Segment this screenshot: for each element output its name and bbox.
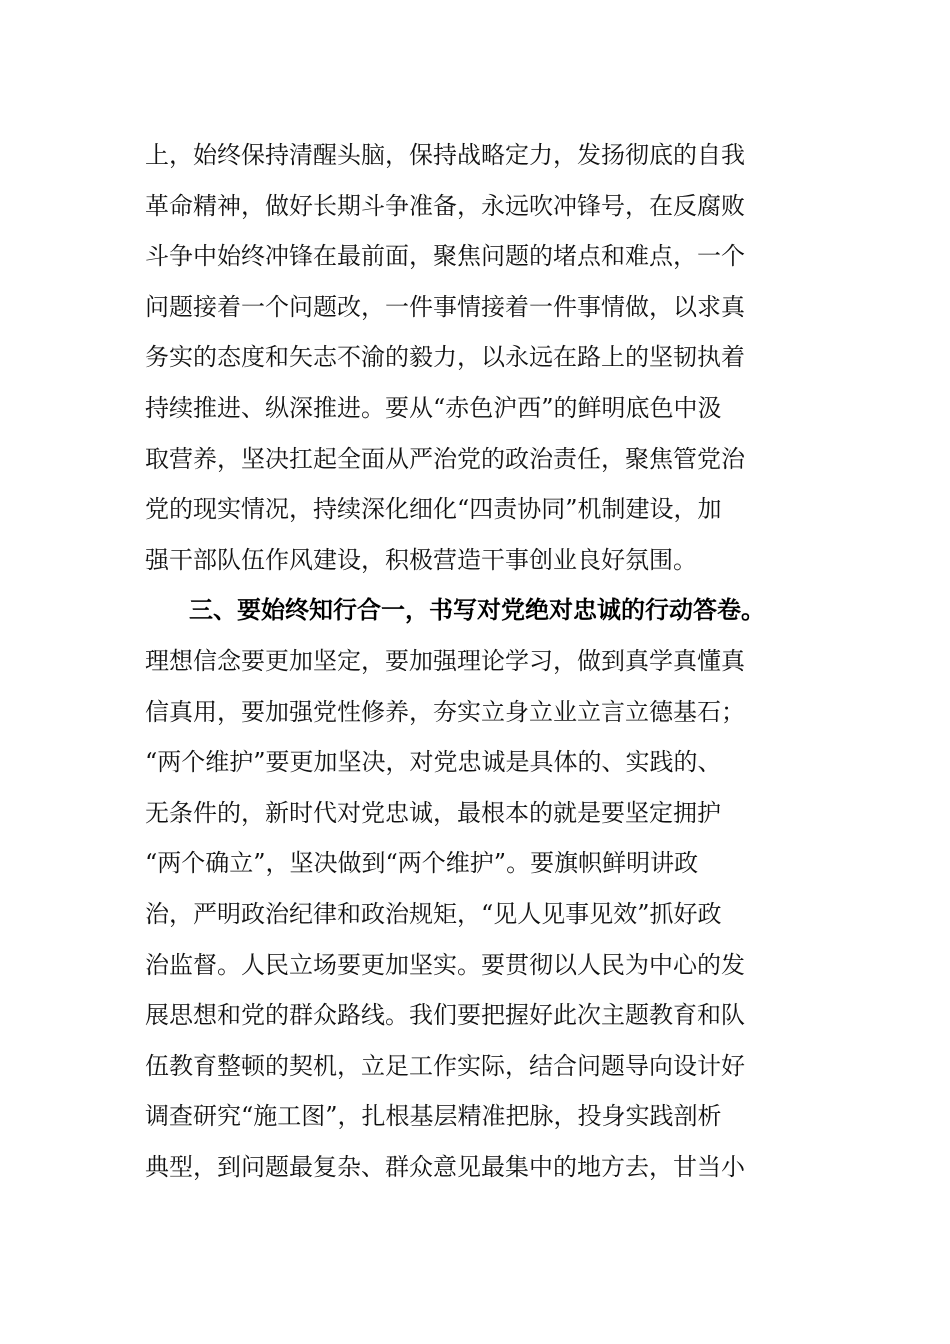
- text-line: “两个维护”要更加坚决，对党忠诚是具体的、实践的、: [145, 748, 722, 777]
- text-line: 无条件的，新时代对党忠诚，最根本的就是要坚定拥护: [145, 798, 721, 827]
- text-line: 理想信念要更加坚定，要加强理论学习，做到真学真懂真: [145, 646, 745, 675]
- text-line: 调查研究“施工图”，扎根基层精准把脉，投身实践剖析: [145, 1102, 722, 1131]
- text-line: 斗争中始终冲锋在最前面，聚焦问题的堵点和难点，一个: [145, 242, 745, 271]
- text-line: 务实的态度和矢志不渝的毅力，以永远在路上的坚韧执着: [145, 343, 745, 372]
- section-heading: 三、要始终知行合一，书写对党绝对忠诚的行动答卷。: [189, 595, 765, 625]
- text-line: 强干部队伍作风建设，积极营造干事创业良好氛围。: [145, 545, 697, 574]
- text-line: 持续推进、纵深推进。要从“赤色沪西”的鲜明底色中汲: [145, 393, 722, 422]
- text-line: 治，严明政治纪律和政治规矩，“见人见事见效”抓好政: [145, 899, 722, 928]
- text-line: “两个确立”，坚决做到“两个维护”。要旗帜鲜明讲政: [145, 849, 699, 878]
- text-line: 取营养，坚决扛起全面从严治党的政治责任，聚焦管党治: [145, 444, 745, 473]
- text-line: 党的现实情况，持续深化细化“四责协同”机制建设，加: [145, 495, 722, 524]
- text-line: 信真用，要加强党性修养，夯实立身立业立言立德基石；: [145, 697, 745, 726]
- text-line: 治监督。人民立场要更加坚实。要贯彻以人民为中心的发: [145, 950, 745, 979]
- document-body: [145, 130, 785, 1192]
- text-line: 革命精神，做好长期斗争准备，永远吹冲锋号，在反腐败: [145, 191, 745, 220]
- text-line: 展思想和党的群众路线。我们要把握好此次主题教育和队: [145, 1001, 745, 1030]
- text-line: 问题接着一个问题改，一件事情接着一件事情做，以求真: [145, 292, 745, 321]
- text-line: 伍教育整顿的契机，立足工作实际，结合问题导向设计好: [145, 1051, 745, 1080]
- text-line: 典型，到问题最复杂、群众意见最集中的地方去，甘当小: [145, 1152, 745, 1181]
- text-line: 上，始终保持清醒头脑，保持战略定力，发扬彻底的自我: [145, 141, 745, 169]
